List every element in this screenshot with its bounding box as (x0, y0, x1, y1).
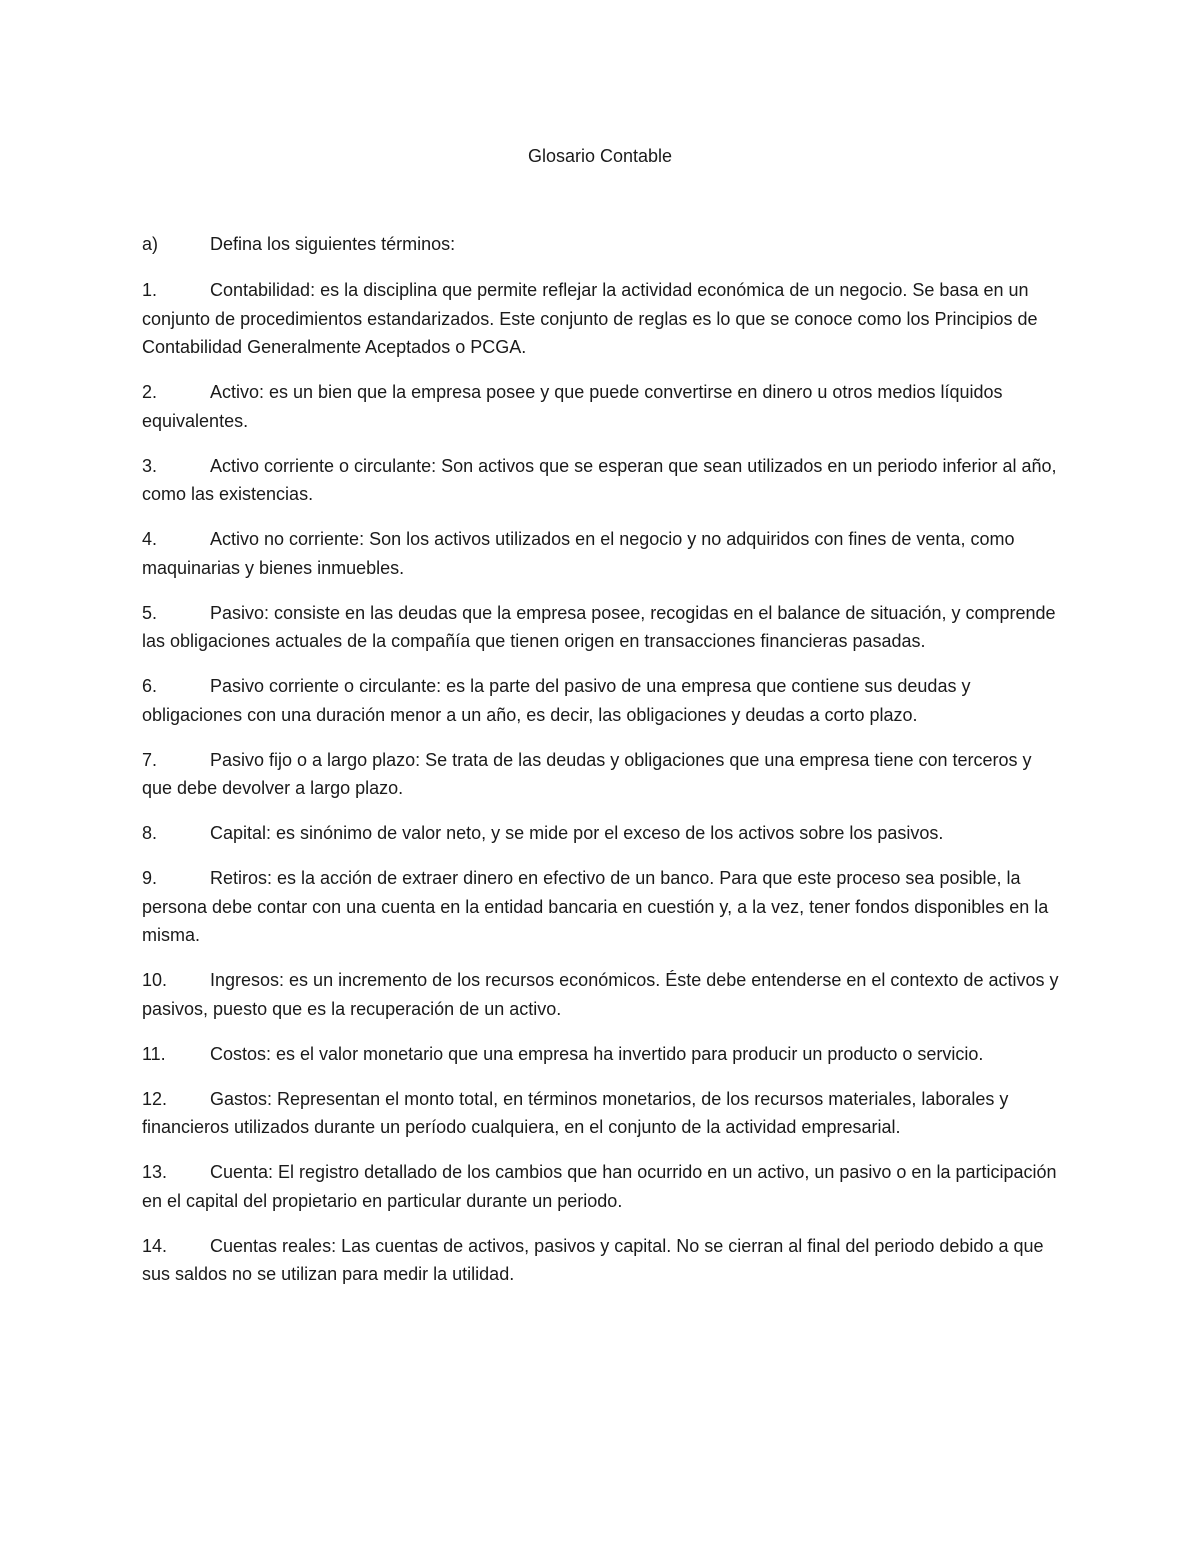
term-number: 1. (142, 280, 158, 300)
term-number: 4. (142, 529, 158, 549)
term-number: 9. (142, 868, 158, 888)
term-definition: Ingresos: es un incremento de los recursos económicos. Éste debe entenderse en el contexto de activos y pasivos, puesto que es la recuperación de un activo. (142, 970, 1059, 1019)
term-item (142, 864, 1062, 950)
term-definition: Pasivo: consiste en las deudas que la empresa posee, recogidas en el balance de situación, y comprende las obligaciones actuales de la compañía que tienen origen en transacciones financieras pasadas. (142, 602, 1056, 651)
term-definition: Activo no corriente: Son los activos utilizados en el negocio y no adquiridos con fines de venta, como maquinarias y bienes inmuebles. (142, 529, 1015, 578)
document-title: Glosario Contable (527, 146, 673, 166)
term-item (142, 819, 1062, 848)
term-definition: Contabilidad: es la disciplina que permite reflejar la actividad económica de un negocio. Se basa en un conjunto de procedimientos estandarizados. Este conjunto de reglas es lo que se conoce como los Principios de Contabilidad Generalmente Aceptados o PCGA. (142, 280, 1038, 357)
term-item (142, 746, 1062, 803)
instruction-text: Defina los siguientes términos: (210, 234, 456, 254)
term-number: 2. (142, 382, 158, 402)
term-definition: Retiros: es la acción de extraer dinero en efectivo de un banco. Para que este proceso sea posible, la persona debe contar con una cuenta en la entidad bancaria en cuestión y, a la vez, tener fondos disponibles en la misma. (142, 868, 1049, 945)
term-definition: Activo corriente o circulante: Son activos que se esperan que sean utilizados en un periodo inferior al año, como las existencias. (142, 455, 1057, 504)
term-definition: Pasivo corriente o circulante: es la parte del pasivo de una empresa que contiene sus deudas y obligaciones con una duración menor a un año, es decir, las obligaciones y deudas a corto plazo. (142, 676, 971, 725)
term-number: 5. (142, 602, 158, 623)
term-definition: Costos: es el valor monetario que una empresa ha invertido para producir un producto o servicio. (210, 1043, 984, 1064)
term-definition: Activo: es un bien que la empresa posee y que puede convertirse en dinero u otros medios líquidos equivalentes. (142, 382, 1003, 431)
term-item (142, 1085, 1062, 1142)
term-item (142, 452, 1062, 509)
instruction-line (142, 232, 455, 256)
instruction-marker: a) (142, 234, 159, 254)
term-item (142, 1232, 1062, 1289)
term-item (142, 599, 1062, 656)
term-number: 7. (142, 749, 158, 770)
term-number: 3. (142, 455, 158, 476)
term-definition: Pasivo fijo o a largo plazo: Se trata de las deudas y obligaciones que una empresa tiene con terceros y que debe devolver a largo plazo. (142, 749, 1032, 798)
term-number: 6. (142, 676, 158, 696)
term-number: 14. (142, 1235, 168, 1256)
term-definition: Cuentas reales: Las cuentas de activos, pasivos y capital. No se cierran al final del periodo debido a que sus saldos no se utilizan para medir la utilidad. (142, 1235, 1044, 1284)
term-item (142, 1040, 1062, 1069)
term-number: 12. (142, 1088, 168, 1109)
terms-list (142, 276, 1062, 1305)
term-item (142, 525, 1062, 582)
term-number: 13. (142, 1162, 168, 1182)
term-item (142, 1158, 1062, 1215)
term-definition: Gastos: Representan el monto total, en términos monetarios, de los recursos materiales, laborales y financieros utilizados durante un período cualquiera, en el conjunto de la actividad empresarial. (142, 1088, 1009, 1137)
term-definition: Cuenta: El registro detallado de los cambios que han ocurrido en un activo, un pasivo o en la participación en el capital del propietario en particular durante un periodo. (142, 1162, 1057, 1211)
term-number: 10. (142, 970, 168, 990)
term-number: 8. (142, 823, 158, 843)
term-number: 11. (142, 1043, 166, 1064)
term-item (142, 378, 1062, 435)
term-item (142, 966, 1062, 1023)
term-item (142, 276, 1062, 362)
term-definition: Capital: es sinónimo de valor neto, y se mide por el exceso de los activos sobre los pasivos. (210, 823, 944, 843)
term-item (142, 672, 1062, 729)
